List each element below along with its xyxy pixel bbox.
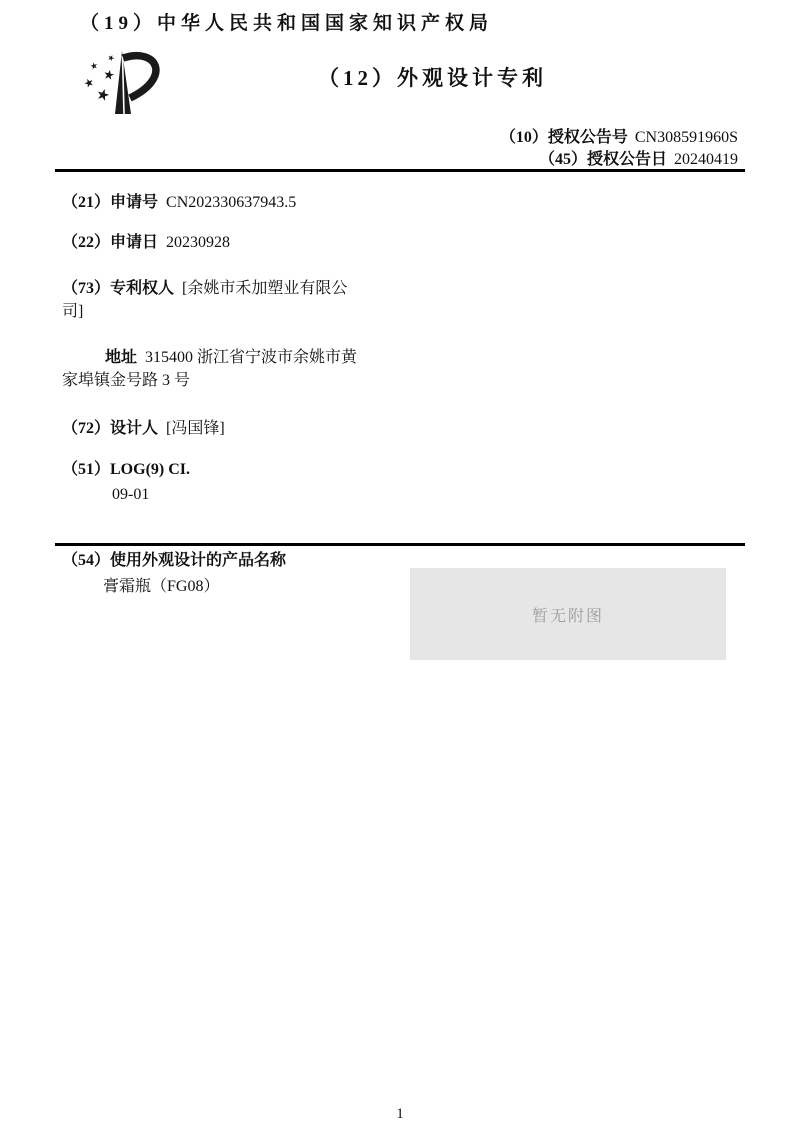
address-field — [62, 346, 362, 392]
publication-date-label: （45）授权公告日 — [538, 151, 667, 168]
document-type-title: （12）外观设计专利 — [318, 66, 547, 90]
publication-date-value: 20240419 — [674, 151, 738, 168]
application-number-label: （21）申请号 — [62, 194, 159, 211]
patentee-value: [余姚市禾加塑业有限公司] — [62, 280, 348, 320]
publication-number-line — [500, 127, 738, 149]
address-value: 315400 浙江省宁波市余姚市黄家埠镇金号路 3 号 — [62, 349, 358, 389]
cnipa-logo-icon — [66, 50, 178, 123]
application-number-value: CN202330637943.5 — [166, 194, 297, 211]
product-name-section-label: （54）使用外观设计的产品名称 — [62, 552, 287, 569]
section-divider-rule — [55, 543, 745, 546]
designer-field — [62, 417, 225, 440]
application-date-label: （22）申请日 — [62, 234, 159, 251]
patent-office-name: （19）中华人民共和国国家知识产权局 — [80, 13, 494, 34]
application-number-field — [62, 191, 296, 214]
loc-classification-label: （51）LOG(9) CI. — [62, 461, 191, 478]
loc-classification-field — [62, 458, 198, 481]
publication-date-line — [500, 149, 738, 171]
figure-placeholder-box — [410, 568, 726, 660]
designer-value: [冯国锋] — [166, 420, 225, 437]
product-name-value: 膏霜瓶（FG08） — [103, 578, 220, 595]
patentee-field — [62, 277, 362, 323]
publication-number-label: （10）授权公告号 — [499, 129, 628, 146]
page-number: 1 — [396, 1106, 404, 1122]
publication-info-block — [500, 127, 738, 171]
application-date-value: 20230928 — [166, 234, 231, 251]
patentee-label: （73）专利权人 — [62, 280, 175, 297]
designer-label: （72）设计人 — [62, 420, 159, 437]
no-figure-placeholder-text: 暂无附图 — [531, 607, 604, 625]
loc-classification-value: 09-01 — [112, 486, 150, 503]
address-label: 地址 — [105, 349, 138, 366]
header-divider-rule — [55, 169, 745, 172]
application-date-field — [62, 231, 230, 254]
publication-number-value: CN308591960S — [634, 129, 738, 146]
